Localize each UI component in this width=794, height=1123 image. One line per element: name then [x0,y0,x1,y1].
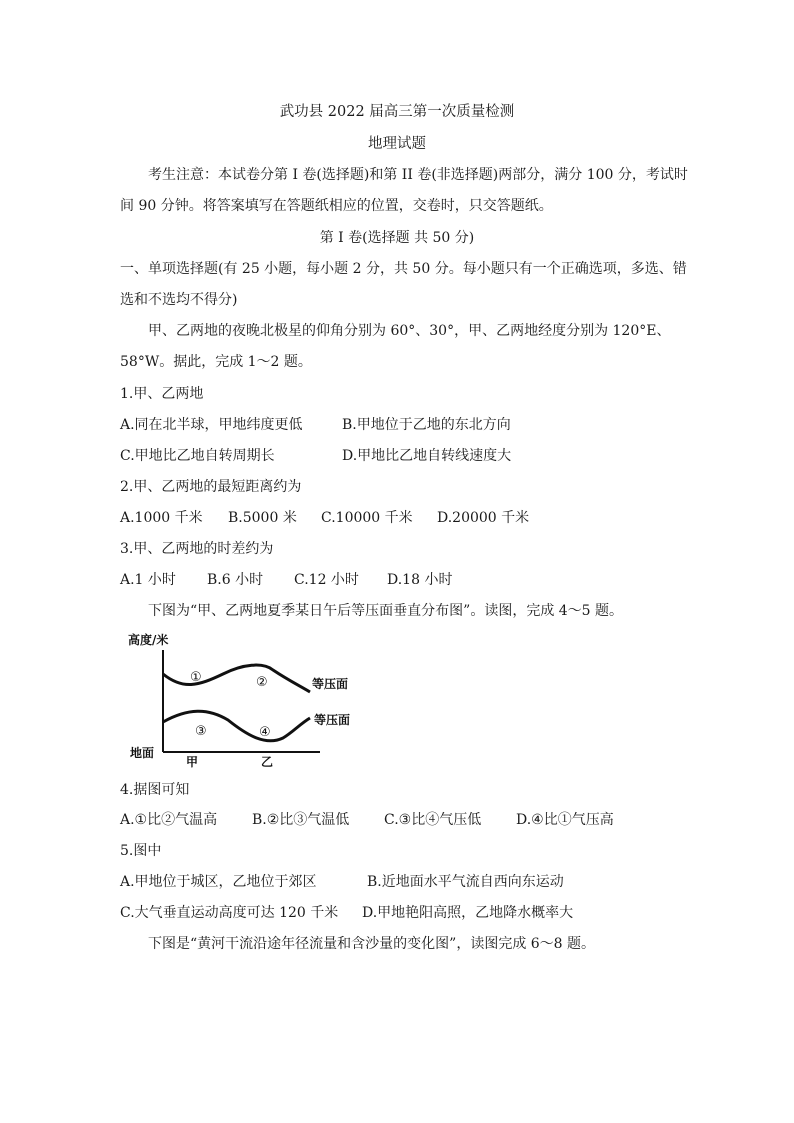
question-5-option-b: B.近地面水平气流自西向东运动 [367,874,564,890]
lower-isobar-curve [163,711,310,741]
question-5-option-a: A.甲地位于城区，乙地位于郊区 [120,874,317,890]
subject-title: 地理试题 [368,136,426,152]
question-5-option-c: C.大气垂直运动高度可达 120 千米 [120,905,339,921]
question-1-stem: 1.甲、乙两地 [120,386,204,402]
question-5-stem: 5.图中 [120,843,162,859]
question-4-option-a: A.①比②气温高 [120,812,218,828]
question-1-option-d: D.甲地比乙地自转线速度大 [342,448,512,464]
intro2-line-1: 下图为“甲、乙两地夏季某日午后等压面垂直分布图”。读图，完成 4～5 题。 [148,603,624,619]
question-5-option-d: D.甲地艳阳高照，乙地降水概率大 [362,905,574,921]
question-3-stem: 3.甲、乙两地的时差约为 [120,541,274,557]
question-3-option-d: D.18 小时 [387,572,453,588]
intro3-line-1: 下图是“黄河干流沿途年径流量和含沙量的变化图”，读图完成 6～8 题。 [148,936,596,952]
question-4-stem: 4.据图可知 [120,782,190,798]
section-instruction-1: 一、单项选择题(有 25 小题，每小题 2 分，共 50 分。每小题只有一个正确选项，多选、错 [120,261,687,277]
question-2-option-b: B.5000 米 [228,510,297,526]
upper-isobar-curve [163,665,310,692]
question-4-option-b: B.②比③气温低 [252,812,350,828]
question-1-option-a: A.同在北半球，甲地纬度更低 [120,417,303,433]
question-4-option-c: C.③比④气压低 [384,812,482,828]
question-2-option-d: D.20000 千米 [437,510,530,526]
intro1-line-1: 甲、乙两地的夜晚北极星的仰角分别为 60°、30°，甲、乙两地经度分别为 120°E、 [148,323,671,339]
upper-isobar-label: 等压面 [312,677,349,691]
point-1-label: ① [190,670,202,685]
location-b-label: 乙 [261,755,274,768]
notice-line-1: 考生注意：本试卷分第 I 卷(选择题)和第 II 卷(非选择题)两部分，满分 100 分，考试时 [148,167,688,183]
lower-isobar-label: 等压面 [314,713,351,727]
figure-y-label: 高度/米 [128,633,169,647]
point-3-label: ③ [195,724,207,739]
intro1-line-2: 58°W。据此，完成 1～2 题。 [120,354,312,370]
question-1-option-c: C.甲地比乙地自转周期长 [120,448,275,464]
isobar-figure [128,628,368,768]
point-2-label: ② [256,675,268,690]
question-3-option-a: A.1 小时 [120,572,176,588]
question-2-option-a: A.1000 千米 [120,510,203,526]
section-instruction-2: 选和不选均不得分) [120,292,238,308]
ground-label: 地面 [130,746,155,760]
exam-title: 武功县 2022 届高三第一次质量检测 [279,104,515,120]
location-a-label: 甲 [186,755,199,768]
part1-heading: 第 I 卷(选择题 共 50 分) [319,230,475,246]
notice-line-2: 间 90 分钟。将答案填写在答题纸相应的位置，交卷时，只交答题纸。 [120,198,553,214]
question-3-option-c: C.12 小时 [294,572,359,588]
question-4-option-d: D.④比①气压高 [516,812,614,828]
question-1-option-b: B.甲地位于乙地的东北方向 [342,417,511,433]
question-2-option-c: C.10000 千米 [321,510,413,526]
question-2-stem: 2.甲、乙两地的最短距离约为 [120,479,302,495]
point-4-label: ④ [259,725,271,740]
question-3-option-b: B.6 小时 [207,572,264,588]
